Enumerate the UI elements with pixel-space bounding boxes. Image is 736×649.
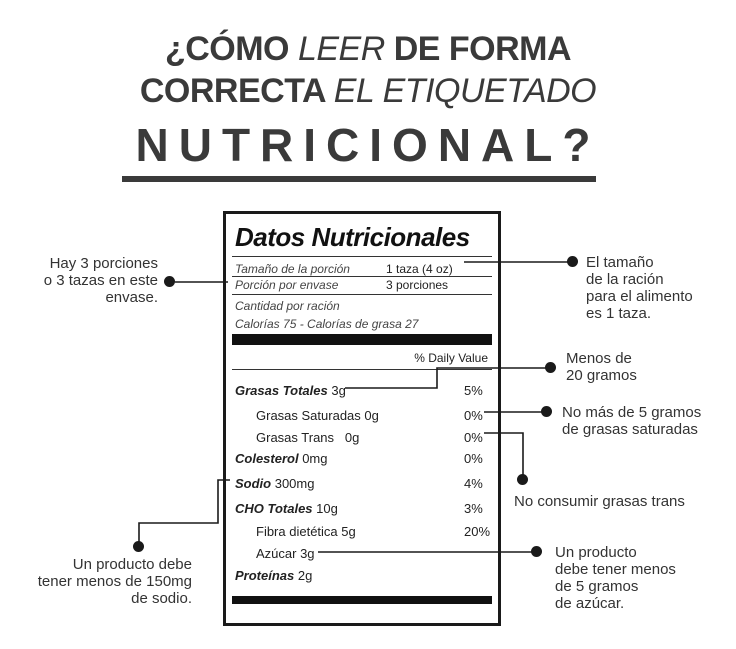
dv-cholesterol: 0% <box>464 451 483 466</box>
dot-serving-size <box>567 256 578 267</box>
note-trans: No consumir grasas trans <box>514 493 685 510</box>
note-saturated: No más de 5 gramos de grasas saturadas <box>562 404 702 438</box>
row-sugar: Azúcar 3g <box>256 546 315 561</box>
amount-per-serving: Cantidad por ración <box>235 299 340 313</box>
title-line-2: CORRECTA EL ETIQUETADO <box>139 72 597 110</box>
connector-trans <box>484 433 523 478</box>
title-line-1: ¿CÓMO LEER DE FORMA <box>164 30 572 68</box>
dot-sugar <box>531 546 542 557</box>
note-fat: Menos de 20 gramos <box>566 350 637 384</box>
row-trans-fat: Grasas Trans 0g <box>256 430 360 445</box>
serving-size-value: 1 taza (4 oz) <box>386 262 453 276</box>
dv-trans-fat: 0% <box>464 430 483 445</box>
servings-value: 3 porciones <box>386 278 449 292</box>
dot-saturated <box>541 406 552 417</box>
row-total-carbs: CHO Totales 10g <box>235 501 338 516</box>
dv-saturated-fat: 0% <box>464 408 483 423</box>
note-servings: Hay 3 porciones o 3 tazas en este envase. <box>43 255 158 306</box>
dv-total-fat: 5% <box>464 383 483 398</box>
label-heading: Datos Nutricionales <box>235 222 470 252</box>
row-saturated-fat: Grasas Saturadas 0g <box>256 408 379 423</box>
note-sodium: Un producto debe tener menos de 150mg de sodio. <box>37 556 192 607</box>
dot-fat <box>545 362 556 373</box>
row-total-fat: Grasas Totales 3g <box>235 383 346 398</box>
note-sugar: Un producto debe tener menos de 5 gramos de azúcar. <box>555 544 676 612</box>
connector-fat <box>345 368 550 388</box>
dot-trans <box>517 474 528 485</box>
serving-size-label: Tamaño de la porción <box>235 262 350 276</box>
dv-sodium: 4% <box>464 476 483 491</box>
dot-sodium <box>133 541 144 552</box>
daily-value-header: % Daily Value <box>414 351 488 365</box>
calories-line: Calorías 75 - Calorías de grasa 27 <box>235 317 419 331</box>
servings-label: Porción por envase <box>235 278 339 292</box>
row-cholesterol: Colesterol 0mg <box>235 451 328 466</box>
dv-total-carbs: 3% <box>464 501 483 516</box>
title-line-3: NUTRICIONAL? <box>135 119 601 171</box>
row-protein: Proteínas 2g <box>235 568 313 583</box>
dot-servings <box>164 276 175 287</box>
note-serving-size: El tamaño de la ración para el alimento es 1 taza. <box>586 254 693 322</box>
row-fiber: Fibra dietética 5g <box>256 524 356 539</box>
connector-sodium <box>139 480 230 546</box>
row-sodium: Sodio 300mg <box>235 476 315 491</box>
dv-fiber: 20% <box>464 524 491 539</box>
